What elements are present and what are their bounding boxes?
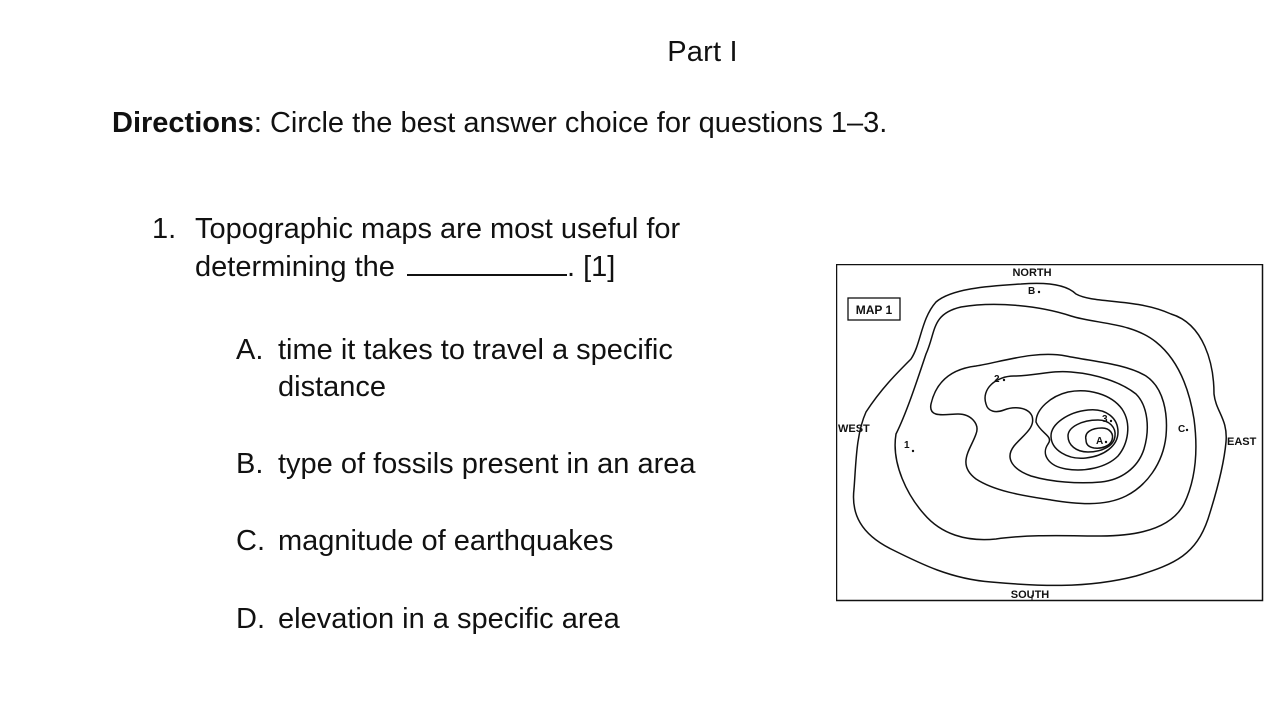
directions — [112, 107, 887, 140]
south-label: SOUTH — [1010, 589, 1050, 601]
question-line-1: Topographic maps are most useful for — [195, 213, 681, 245]
choice-letter: B. — [236, 448, 264, 480]
map-title: MAP 1 — [855, 303, 893, 317]
west-label: WEST — [838, 423, 870, 435]
question-1 — [152, 210, 772, 286]
point-b — [1038, 291, 1040, 293]
point-3 — [1110, 420, 1112, 422]
choice-letter: A. — [236, 334, 264, 366]
choice-text: type of fossils present in an area — [278, 448, 696, 480]
choice-c[interactable] — [236, 523, 758, 560]
choice-letter: D. — [236, 603, 265, 635]
map-figure — [836, 264, 1264, 602]
topographic-map — [836, 264, 1264, 602]
point-b-label: B — [1028, 286, 1036, 297]
page-title: Part I — [667, 36, 738, 68]
question-line-2: determining the — [195, 251, 395, 283]
point-1 — [912, 450, 914, 452]
point-2-label: 2 — [994, 374, 1000, 385]
directions-text: : Circle the best answer choice for questions 1–3. — [253, 107, 888, 139]
choice-letter: C. — [236, 525, 265, 557]
north-label: NORTH — [1012, 267, 1052, 279]
east-label: EAST — [1227, 436, 1257, 448]
point-a — [1105, 441, 1107, 443]
choice-b[interactable] — [236, 446, 758, 483]
answer-blank — [407, 250, 567, 276]
choice-text: magnitude of earthquakes — [278, 525, 614, 557]
choice-d[interactable] — [236, 601, 758, 638]
point-c — [1186, 429, 1188, 431]
question-line-2-end: . [1] — [566, 251, 616, 283]
point-2 — [1003, 379, 1005, 381]
point-a-label: A — [1096, 436, 1104, 447]
point-1-label: 1 — [904, 440, 910, 451]
point-c-label: C — [1178, 424, 1186, 435]
choice-a[interactable] — [236, 332, 738, 406]
choice-text: time it takes to travel a specific distance — [278, 334, 673, 403]
directions-label: Directions — [112, 107, 254, 139]
question-text — [195, 210, 772, 286]
choice-text: elevation in a specific area — [278, 603, 620, 635]
point-3-label: 3 — [1102, 414, 1108, 425]
question-number: 1. — [152, 213, 177, 245]
